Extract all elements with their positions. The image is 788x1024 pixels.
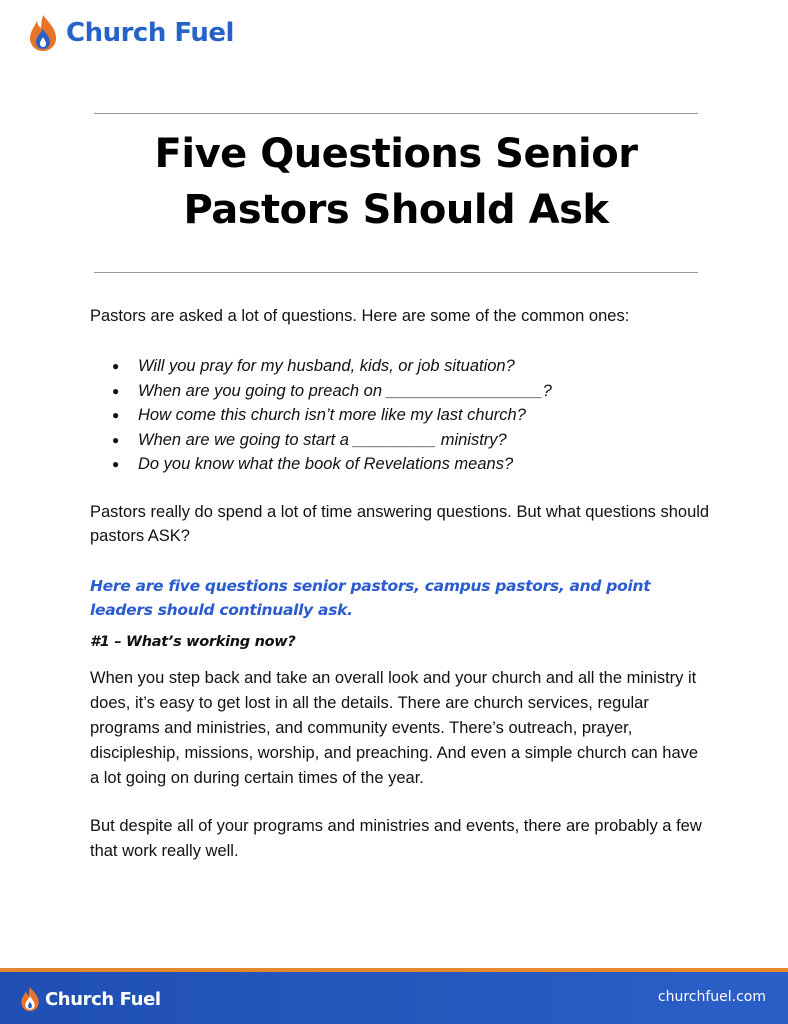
title-divider-top [94,113,698,114]
footer-brand-name: Church Fuel [45,988,161,1010]
brand-name: Church Fuel [66,18,234,48]
footer-accent-bar [0,968,788,972]
list-item: ● How come this church isn’t more like my last church? [112,403,552,428]
section-heading: #1 – What’s working now? [90,634,296,650]
flame-icon [28,14,58,52]
page-title [94,126,698,238]
flame-icon [20,986,40,1012]
title-line-1: Five Questions Senior [154,131,638,177]
common-questions-list [112,354,552,477]
title-divider-bottom [94,272,698,273]
body-paragraph-3: When you step back and take an overall look and your church and all the ministry it does, it’s easy to get lost in all the details. There are church services, regular programs and ministries, and community events. There’s outreach, prayer, discipleship, missions, worship, and preaching. And even a simple church can have a lot going on during certain times of the year. [90,669,699,787]
list-item: ● Do you know what the book of Revelations means? [112,452,552,477]
footer-website-link[interactable]: churchfuel.com [657,989,766,1005]
list-item: ● When are we going to start a _________ ministry? [112,428,552,453]
footer-logo [20,986,161,1012]
body-paragraph-4: But despite all of your programs and ministries and events, there are probably a few that work really well. [90,817,702,860]
list-item: ● Will you pray for my husband, kids, or job situation? [112,354,552,379]
highlight-callout: Here are five questions senior pastors, campus pastors, and point leaders should continually ask. [90,577,651,619]
body-paragraph-2: Pastors really do spend a lot of time answering questions. But what questions should pastors ASK? [90,503,710,545]
title-line-2: Pastors Should Ask [183,187,609,233]
page-footer [0,968,788,1024]
intro-paragraph: Pastors are asked a lot of questions. Here are some of the common ones: [90,307,630,325]
list-item: ● When are you going to preach on _________________? [112,379,552,404]
header-logo [28,14,234,52]
